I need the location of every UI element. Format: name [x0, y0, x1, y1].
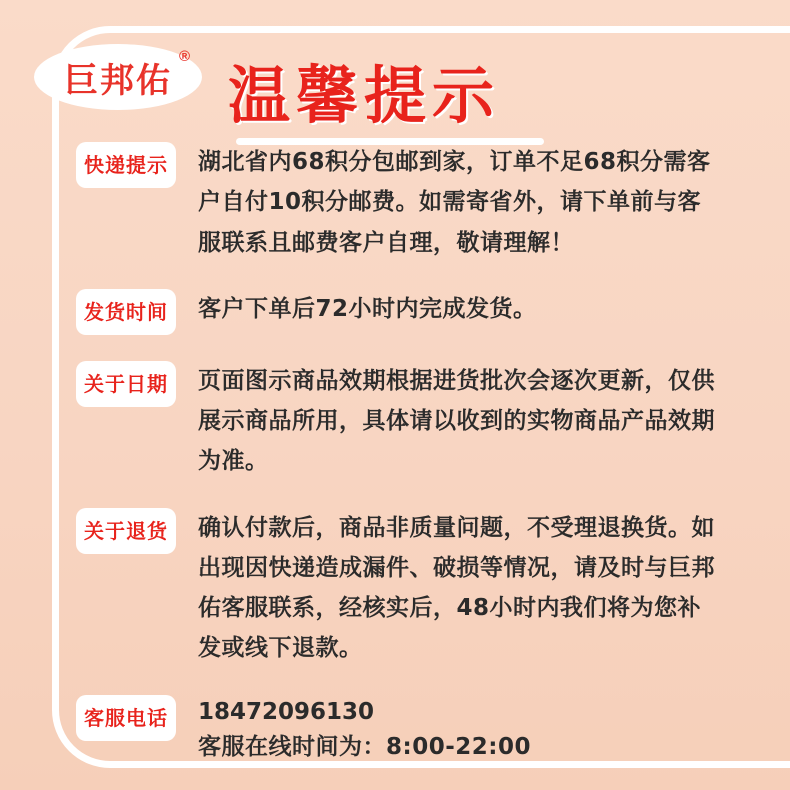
section-text-shipping-fee: 湖北省内68积分包邮到家，订单不足68积分需客户自付10积分邮费。如需寄省外，请下单前与客服联系且邮费客户自理，敬请理解！	[198, 149, 711, 256]
notice-row-returns	[0, 508, 790, 669]
notice-row-customer-service	[0, 695, 790, 766]
section-tag-customer-service: 客服电话	[76, 695, 176, 741]
section-tag-shipping-fee: 快递提示	[76, 142, 176, 188]
notice-row-shipping-fee	[0, 142, 790, 263]
poster-header	[0, 34, 790, 134]
section-text-returns: 确认付款后，商品非质量问题，不受理退换货。如出现因快递造成漏件、破损等情况，请及时与巨邦佑客服联系，经核实后，48小时内我们将为您补发或线下退款。	[198, 514, 715, 662]
brand-logo-text: 巨邦佑	[64, 60, 172, 101]
customer-service-hours: 客服在线时间为：8:00-22:00	[198, 734, 531, 761]
notice-sections	[0, 142, 790, 790]
section-tag-expiry-date: 关于日期	[76, 361, 176, 407]
customer-service-details	[198, 695, 724, 766]
section-tag-returns: 关于退货	[76, 508, 176, 554]
registered-trademark-icon: ®	[178, 48, 190, 65]
notice-row-dispatch-time	[0, 289, 790, 335]
brand-logo	[34, 44, 202, 110]
notice-row-expiry-date	[0, 361, 790, 482]
section-tag-dispatch-time: 发货时间	[76, 289, 176, 335]
section-text-expiry-date: 页面图示商品效期根据进货批次会逐次更新，仅供展示商品所用，具体请以收到的实物商品产品效期为准。	[198, 367, 715, 475]
section-text-dispatch-time: 客户下单后72小时内完成发货。	[198, 295, 537, 322]
page-title: 温馨提示	[228, 59, 501, 132]
customer-service-phone[interactable]: 18472096130	[198, 698, 375, 725]
